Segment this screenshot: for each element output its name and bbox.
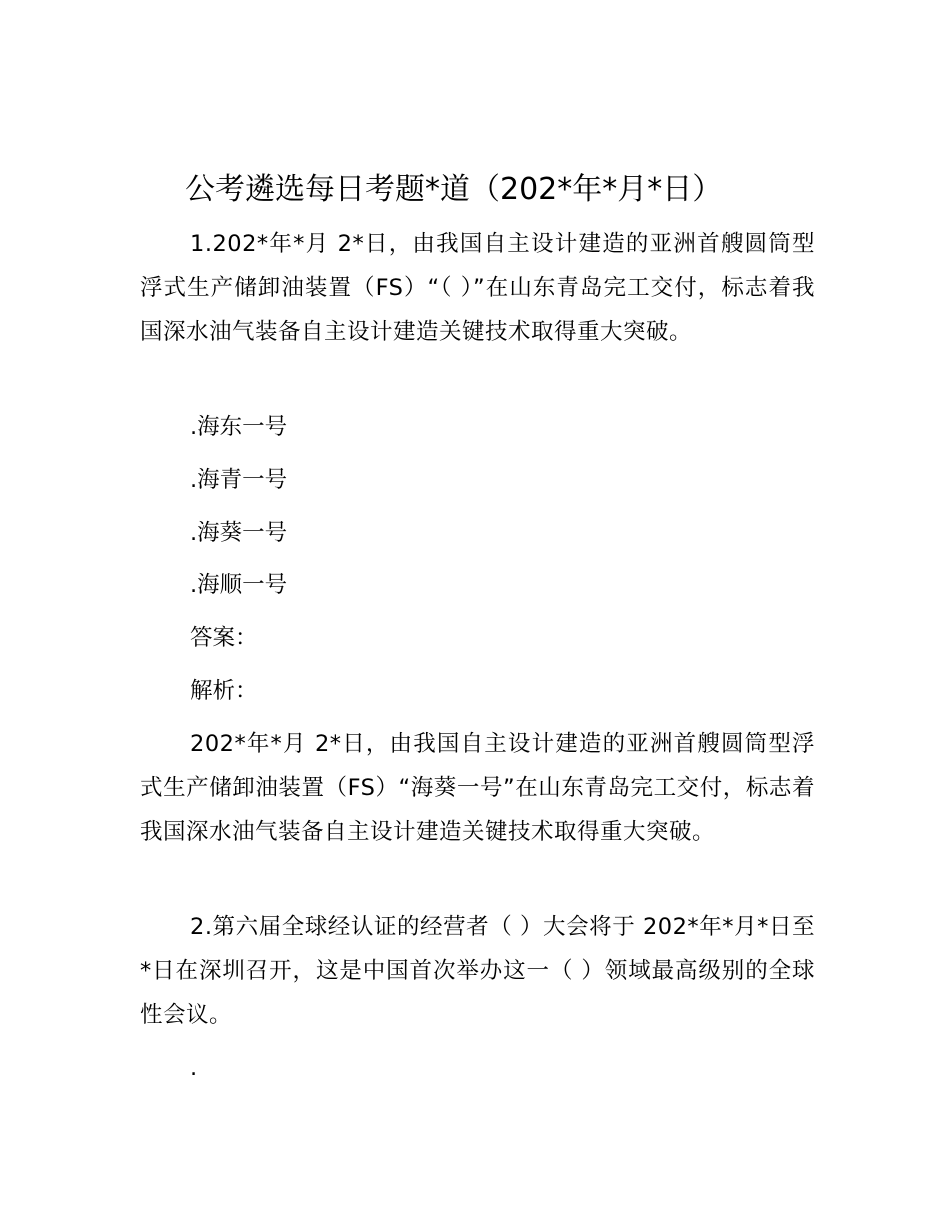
- question-2-option-a: .: [190, 1055, 198, 1081]
- question-1-stem: 1.202*年*月 2*日，由我国自主设计建造的亚洲首艘圆筒型浮式生产储卸油装置（FS）“（ ）”在山东青岛完工交付，标志着我国深水油气装备自主设计建造关键技术取得重大突破。: [140, 231, 815, 345]
- question-1-option-b: .海青一号: [190, 467, 288, 493]
- question-1-analysis: 202*年*月 2*日，由我国自主设计建造的亚洲首艘圆筒型浮式生产储卸油装置（FS）“海葵一号”在山东青岛完工交付，标志着我国深水油气装备自主设计建造关键技术取得重大突破。: [140, 731, 815, 845]
- question-1-option-d: .海顺一号: [190, 572, 288, 598]
- question-2-stem: 2.第六届全球经认证的经营者（ ）大会将于 202*年*月*日至*日在深圳召开，这是中国首次举办这一（ ）领域最高级别的全球性会议。: [140, 914, 815, 1028]
- document-title: 公考遴选每日考题*道（202*年*月*日）: [185, 172, 723, 207]
- question-1-option-a: .海东一号: [190, 414, 288, 440]
- analysis-label: 解析：: [190, 678, 258, 704]
- question-1-option-c: .海葵一号: [190, 520, 288, 546]
- answer-label: 答案：: [190, 625, 258, 651]
